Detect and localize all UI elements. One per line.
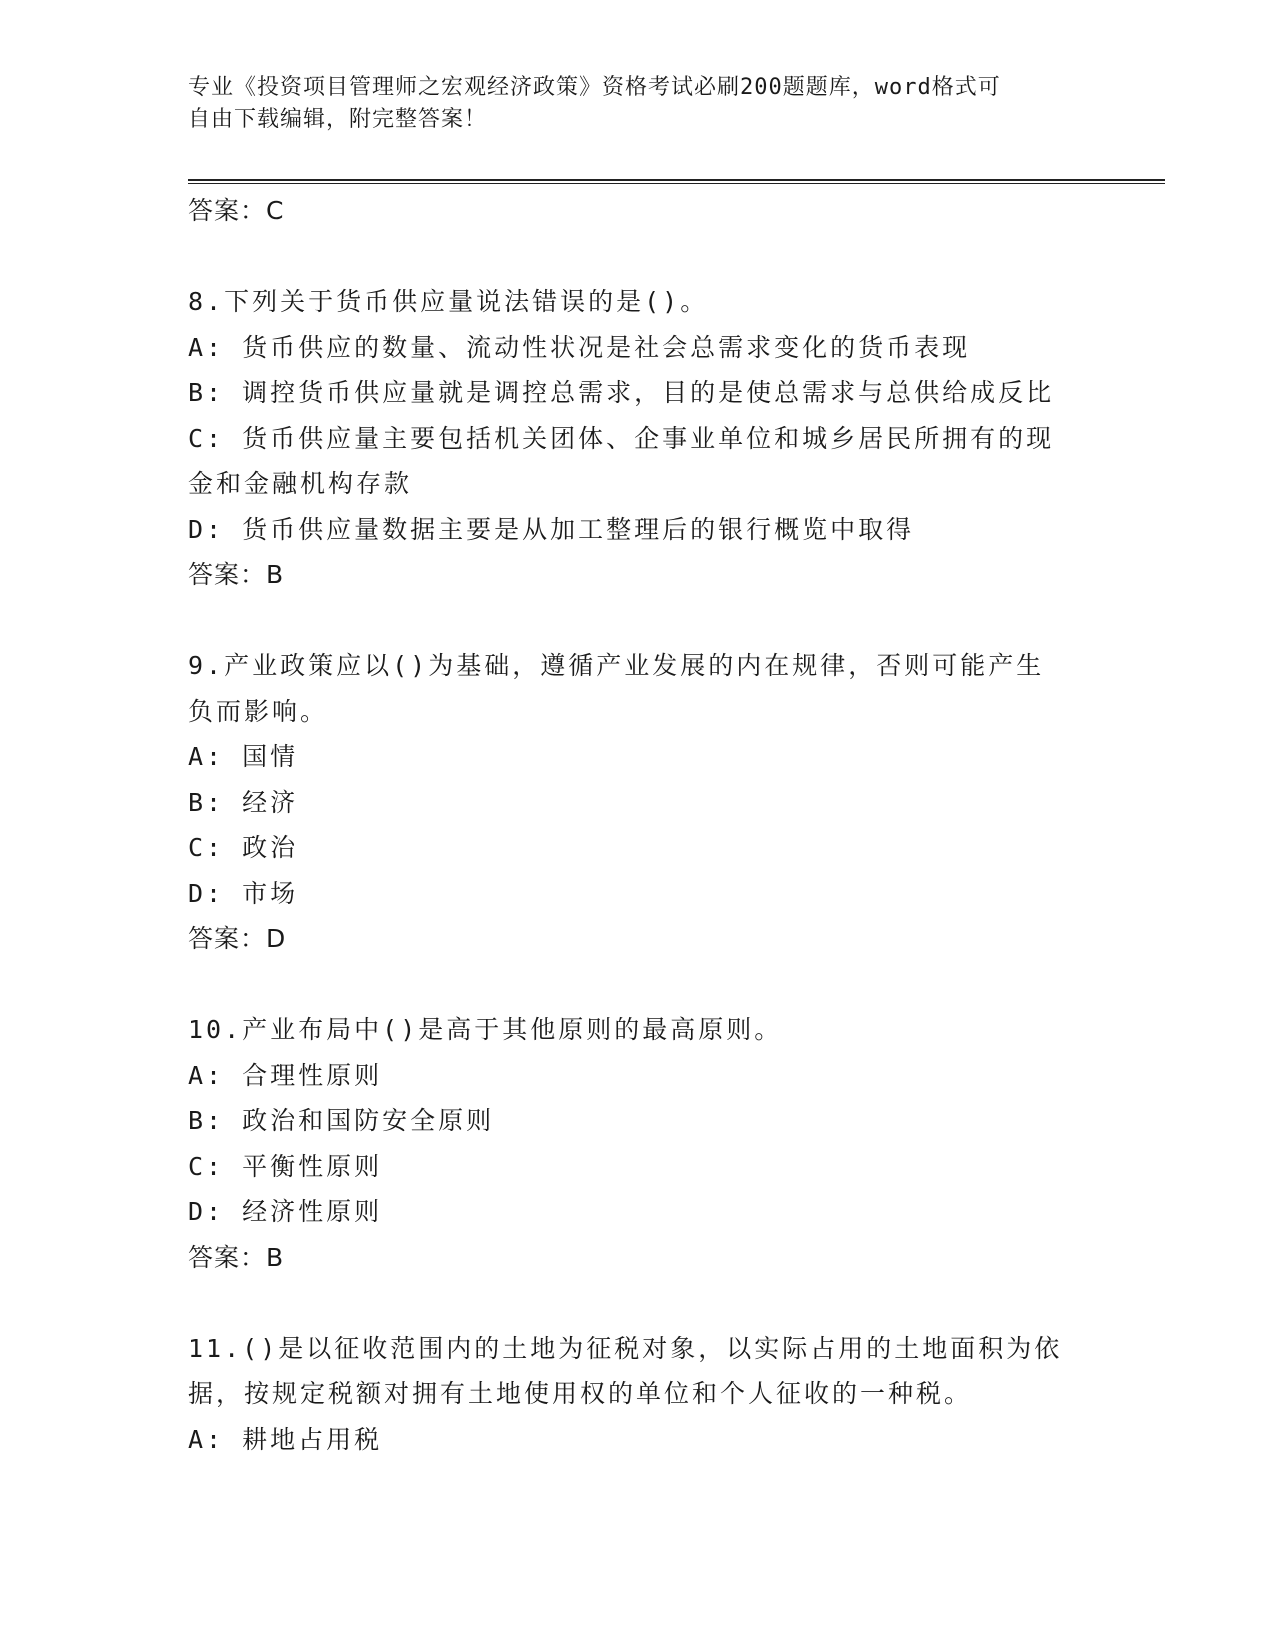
option-c-continued: 金和金融机构存款: [188, 469, 413, 498]
spacer: [188, 234, 1088, 280]
option-b: B: 政治和国防安全原则: [188, 1106, 495, 1135]
question-10: [188, 1007, 1088, 1280]
option-a: A: 耕地占用税: [188, 1424, 383, 1454]
answer: 答案：B: [188, 560, 285, 589]
question-11: [188, 1326, 1088, 1463]
option-c: C: 政治: [188, 833, 299, 862]
option-d: D: 货币供应量数据主要是从加工整理后的银行概览中取得: [188, 514, 915, 544]
option-b: B: 经济: [188, 787, 299, 817]
header-line-2: 自由下载编辑，附完整答案！: [188, 107, 488, 132]
option-b: B: 调控货币供应量就是调控总需求，目的是使总需求与总供给成反比: [188, 378, 1055, 407]
question-list: [188, 188, 1088, 1462]
question-stem-continued: 据，按规定税额对拥有土地使用权的单位和个人征收的一种税。: [188, 1379, 973, 1408]
option-c: C: 平衡性原则: [188, 1151, 383, 1181]
option-d: D: 经济性原则: [188, 1197, 383, 1226]
option-c: C: 货币供应量主要包括机关团体、企事业单位和城乡居民所拥有的现: [188, 423, 1055, 453]
spacer: [188, 598, 1088, 644]
question-stem: 11.()是以征收范围内的土地为征税对象，以实际占用的土地面积为依: [188, 1333, 1063, 1363]
option-a: A: 国情: [188, 742, 299, 771]
spacer: [188, 962, 1088, 1008]
question-8: [188, 279, 1088, 598]
header-line-1: 专业《投资项目管理师之宏观经济政策》资格考试必刷200题题库，word格式可: [188, 75, 1001, 100]
spacer: [188, 1280, 1088, 1326]
option-a: A: 合理性原则: [188, 1060, 383, 1090]
question-stem-continued: 负而影响。: [188, 696, 329, 726]
option-d: D: 市场: [188, 878, 299, 908]
question-stem: 8.下列关于货币供应量说法错误的是()。: [188, 287, 709, 316]
option-a: A: 货币供应的数量、流动性状况是社会总需求变化的货币表现: [188, 332, 971, 362]
document-header: [188, 72, 1068, 136]
answer: 答案：D: [188, 924, 287, 953]
question-stem: 10.产业布局中()是高于其他原则的最高原则。: [188, 1015, 783, 1044]
header-rule-thick: [188, 179, 1165, 181]
answer: 答案：B: [188, 1242, 285, 1272]
previous-answer: 答案：C: [188, 196, 285, 225]
question-stem: 9.产业政策应以()为基础，遵循产业发展的内在规律，否则可能产生: [188, 651, 1045, 680]
question-9: [188, 643, 1088, 962]
header-rule-thin: [188, 183, 1165, 184]
